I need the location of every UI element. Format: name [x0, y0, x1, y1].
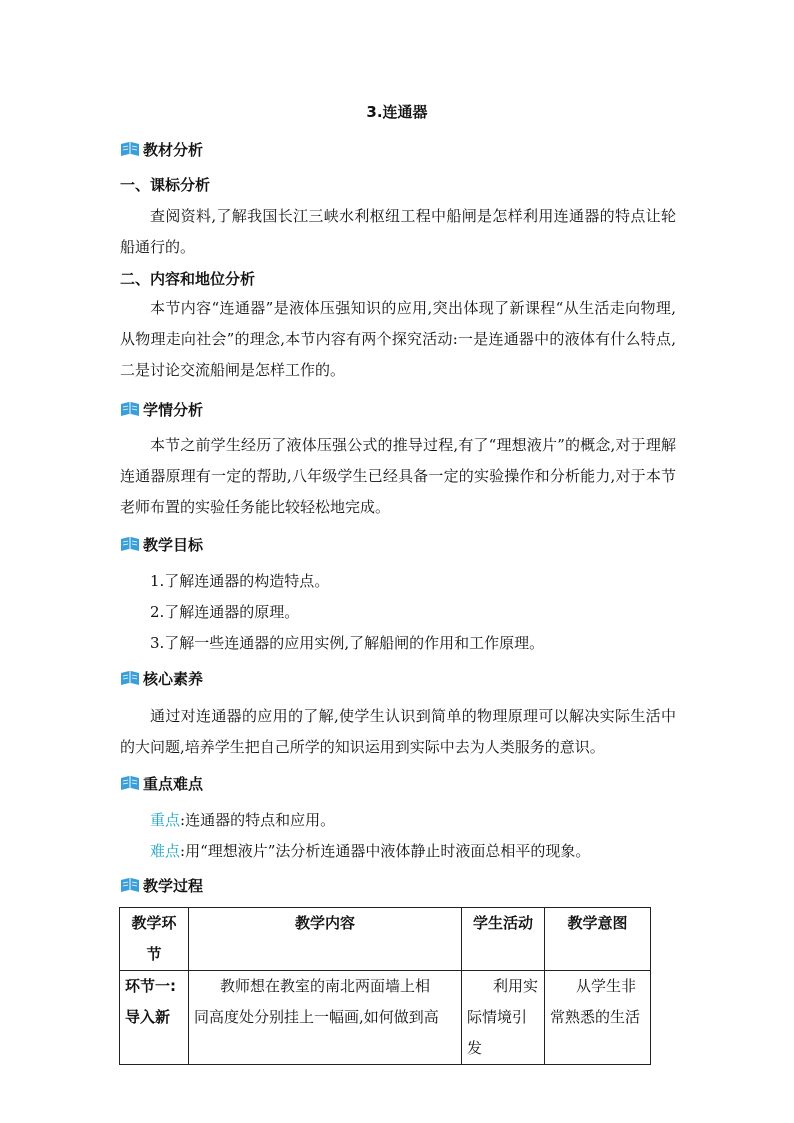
section-heading-text: 重点难点 [143, 774, 204, 793]
column-header-intent: 教学意图 [545, 908, 651, 971]
goal-item: 2.了解连通器的原理。 [150, 603, 300, 621]
book-icon [120, 669, 140, 687]
cell-activity [462, 971, 545, 1065]
cell-line: 环节一: [125, 977, 176, 995]
cell-line: 从学生非 [576, 977, 637, 995]
goal-item: 3.了解一些连通器的应用实例,了解船闸的作用和工作原理。 [150, 634, 545, 652]
process-table [119, 907, 651, 1065]
cell-stage [120, 971, 189, 1065]
table-row [120, 971, 651, 1065]
page-title: 3.连通器 [366, 103, 428, 121]
section-heading-goals [120, 533, 203, 555]
cell-line: 教师想在教室的南北两面墙上相 [220, 977, 431, 995]
column-header-activity: 学生活动 [462, 908, 545, 971]
section-heading-text: 教学目标 [143, 535, 204, 554]
section-heading-text: 教材分析 [143, 140, 204, 159]
column-header-stage: 教学环节 [120, 908, 189, 971]
cell-content [189, 971, 462, 1065]
book-icon [120, 535, 140, 553]
subheading-content: 二、内容和地位分析 [120, 270, 256, 288]
difficult-point-text: :用“理想液片”法分析连通器中液体静止时液面总相平的现象。 [180, 842, 591, 860]
section-heading-process [120, 874, 203, 896]
paragraph-literacy: 通过对连通器的应用的了解,使学生认识到简单的物理原理可以解决实际生活中的大问题,培养学生把自己所学的知识运用到实际中去为人类服务的意识。 [120, 707, 676, 756]
paragraph-standard: 查阅资料,了解我国长江三峡水利枢纽工程中船闸是怎样利用连通器的特点让轮船通行的。 [120, 207, 676, 256]
table-header-row [120, 908, 651, 971]
section-heading-text: 核心素养 [143, 669, 204, 688]
goal-item: 1.了解连通器的构造特点。 [150, 572, 330, 590]
difficult-point-label: 难点 [150, 842, 181, 860]
section-heading-text: 教学过程 [143, 876, 204, 895]
cell-line: 利用实 [493, 977, 539, 995]
cell-line: 导入新 [125, 1008, 171, 1026]
section-heading-keypoints [120, 772, 203, 794]
book-icon [120, 876, 140, 894]
cell-intent [545, 971, 651, 1065]
key-point-line [150, 809, 335, 830]
cell-line: 际情境引发 [467, 1008, 528, 1057]
column-header-content: 教学内容 [189, 908, 462, 971]
subheading-standard: 一、课标分析 [120, 176, 211, 194]
book-icon [120, 774, 140, 792]
section-heading-material [120, 138, 203, 160]
book-icon [120, 140, 140, 158]
difficult-point-line [150, 840, 590, 861]
paragraph-learner: 本节之前学生经历了液体压强公式的推导过程,有了“理想液片”的概念,对于理解连通器原理有一定的帮助,八年级学生已经具备一定的实验操作和分析能力,对于本节老师布置的实验任务能比较轻松地完成。 [120, 436, 676, 516]
cell-line: 同高度处分别挂上一幅画,如何做到高 [194, 1008, 439, 1026]
section-heading-text: 学情分析 [143, 400, 204, 419]
book-icon [120, 400, 140, 418]
cell-line: 常熟悉的生活 [550, 1008, 641, 1026]
paragraph-content: 本节内容“连通器”是液体压强知识的应用,突出体现了新课程“从生活走向物理,从物理走向社会”的理念,本节内容有两个探究活动:一是连通器中的液体有什么特点,二是讨论交流船闸是怎样工作的。 [120, 299, 676, 379]
key-point-label: 重点 [150, 811, 181, 829]
key-point-text: :连通器的特点和应用。 [180, 811, 336, 829]
section-heading-literacy [120, 667, 203, 689]
section-heading-learner [120, 398, 203, 420]
